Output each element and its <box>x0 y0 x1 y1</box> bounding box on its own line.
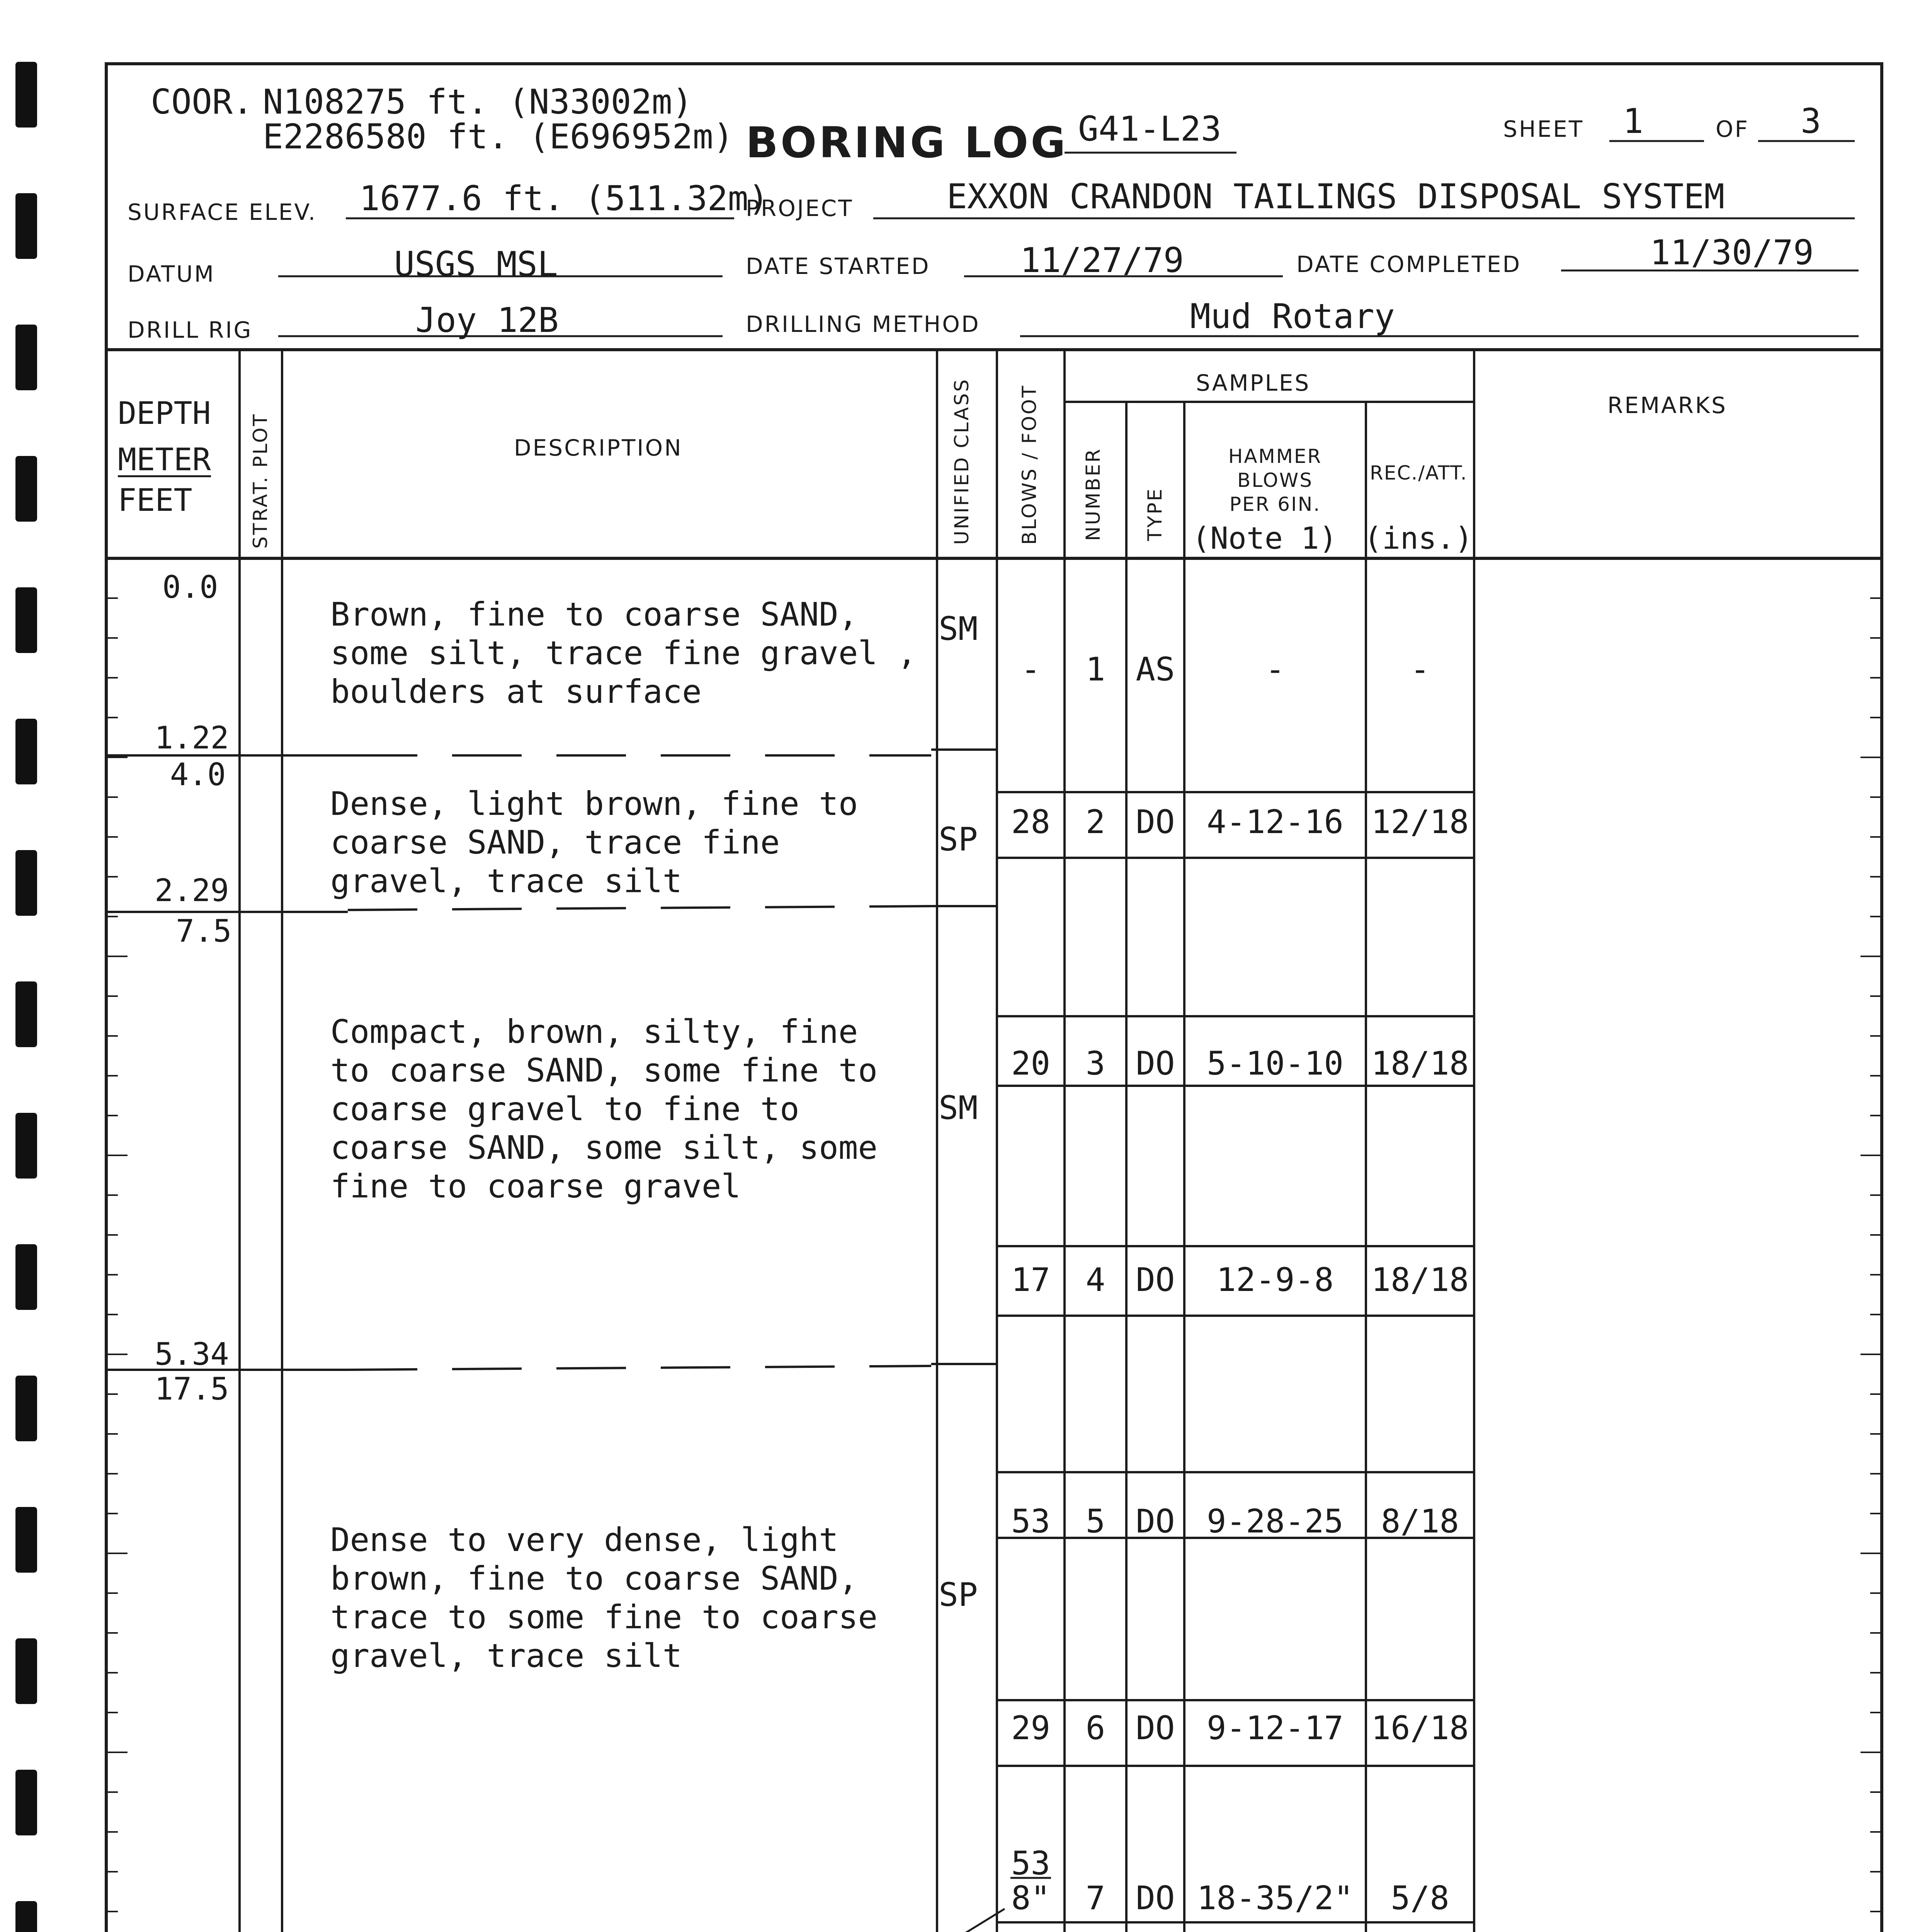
unified-class: SM <box>939 1089 978 1127</box>
recovery: 18/18 <box>1371 1261 1469 1299</box>
recovery: - <box>1410 650 1430 688</box>
surface-elev-value: 1677.6 ft. (511.32m) <box>359 179 769 218</box>
sample-type: DO <box>1136 803 1175 841</box>
form-title: BORING LOG <box>746 118 1068 167</box>
strat-plot-header: STRAT. PLOT <box>249 413 272 549</box>
drill-rig-label: DRILL RIG <box>128 317 253 343</box>
coor-north: N108275 ft. (N33002m) <box>263 82 693 122</box>
hammer-header-line: HAMMER <box>1228 445 1322 468</box>
sheet-label: SHEET <box>1503 116 1584 142</box>
depth-meter: 1.22 <box>155 720 229 756</box>
depth-meter: 2.29 <box>155 872 229 908</box>
blows-per-foot: 28 <box>1011 803 1051 841</box>
sample-type: AS <box>1136 650 1175 688</box>
surface-elev-label: SURFACE ELEV. <box>128 199 317 225</box>
sheet-number: 1 <box>1623 101 1643 141</box>
depth-header: DEPTH <box>118 395 211 431</box>
feet-header: FEET <box>118 482 192 518</box>
coor-label: COOR. <box>151 82 253 122</box>
type-header: TYPE <box>1144 487 1166 541</box>
hammer-blows-header <box>1184 444 1366 516</box>
number-header: NUMBER <box>1082 447 1104 541</box>
project-value: EXXON CRANDON TAILINGS DISPOSAL SYSTEM <box>947 177 1725 216</box>
hammer-note: (Note 1) <box>1192 521 1337 556</box>
hammer-blows: 12-9-8 <box>1216 1261 1334 1299</box>
sample-type: DO <box>1136 1879 1175 1917</box>
blows-per-foot: 53 <box>1011 1844 1051 1882</box>
depth-feet: 0.0 <box>162 569 218 605</box>
sample-type: DO <box>1136 1502 1175 1540</box>
sample-type: DO <box>1136 1709 1175 1747</box>
hammer-header-line: BLOWS <box>1237 469 1313 492</box>
recovery: 12/18 <box>1371 803 1469 841</box>
hammer-blows: 18-35/2" <box>1197 1879 1354 1917</box>
rec-unit: (ins.) <box>1364 521 1473 556</box>
hammer-blows: 4-12-16 <box>1206 803 1344 841</box>
blows-foot-header: BLOWS / FOOT <box>1018 384 1041 545</box>
stratum-description: Dense to very dense, light brown, fine to coarse SAND, trace to some fine to coarse gravel, trace silt <box>330 1521 878 1675</box>
sheet-total: 3 <box>1801 101 1821 141</box>
stratum-description: Dense, light brown, fine to coarse SAND, trace fine gravel, trace silt <box>330 785 858 900</box>
meter-header: METER <box>118 442 211 478</box>
recovery: 5/8 <box>1391 1879 1449 1917</box>
datum-value: USGS MSL <box>394 244 558 284</box>
sample-type: DO <box>1136 1044 1175 1082</box>
blows-per-foot: 29 <box>1011 1709 1051 1747</box>
hammer-blows: 9-28-25 <box>1206 1502 1344 1540</box>
sample-type: DO <box>1136 1261 1175 1299</box>
unified-class: SP <box>939 1576 978 1614</box>
hammer-blows: 5-10-10 <box>1206 1044 1344 1082</box>
blows-per-foot: 17 <box>1011 1261 1051 1299</box>
rec-att-header: REC./ATT. <box>1370 462 1468 484</box>
drill-rig-value: Joy 12B <box>415 300 559 340</box>
hammer-blows: - <box>1265 650 1285 688</box>
hammer-blows: 9-12-17 <box>1206 1709 1344 1747</box>
recovery: 16/18 <box>1371 1709 1469 1747</box>
blows-penetration: 8" <box>1011 1879 1051 1917</box>
hammer-header-line: PER 6IN. <box>1229 493 1321 515</box>
of-label: OF <box>1716 116 1750 142</box>
remarks-header: REMARKS <box>1607 392 1727 418</box>
datum-label: DATUM <box>128 261 215 287</box>
sample-number: 2 <box>1085 803 1105 841</box>
stratum-description: Compact, brown, silty, fine to coarse SAND, some fine to coarse gravel to fine to coarse SAND, some silt, some fine to coarse gravel <box>330 1013 878 1205</box>
sample-number: 6 <box>1085 1709 1105 1747</box>
date-completed-value: 11/30/79 <box>1650 233 1814 272</box>
project-label: PROJECT <box>746 195 854 221</box>
unified-class-header: UNIFIED CLASS <box>951 378 973 545</box>
samples-header: SAMPLES <box>1196 370 1311 396</box>
sample-number: 5 <box>1085 1502 1105 1540</box>
depth-feet: 7.5 <box>176 913 232 949</box>
date-started-label: DATE STARTED <box>746 253 930 279</box>
recovery: 18/18 <box>1371 1044 1469 1082</box>
unified-class: SP <box>939 820 978 858</box>
drilling-method-value: Mud Rotary <box>1190 296 1395 336</box>
depth-feet: 17.5 <box>155 1371 229 1407</box>
coor-east: E2286580 ft. (E696952m) <box>263 117 734 156</box>
date-completed-label: DATE COMPLETED <box>1296 251 1522 277</box>
unified-class: SM <box>939 610 978 648</box>
stratum-description: Brown, fine to coarse SAND, some silt, trace fine gravel , boulders at surface <box>330 595 917 711</box>
recovery: 8/18 <box>1381 1502 1459 1540</box>
depth-meter: 5.34 <box>155 1336 229 1372</box>
boring-log-id: G41-L23 <box>1078 109 1221 149</box>
blows-per-foot: - <box>1021 650 1041 688</box>
sample-number: 3 <box>1085 1044 1105 1082</box>
drilling-method-label: DRILLING METHOD <box>746 311 980 337</box>
sample-number: 7 <box>1085 1879 1105 1917</box>
date-started-value: 11/27/79 <box>1020 240 1184 280</box>
blows-per-foot: 20 <box>1011 1044 1051 1082</box>
sample-number: 1 <box>1085 650 1105 688</box>
sample-number: 4 <box>1085 1261 1105 1299</box>
description-header: DESCRIPTION <box>514 435 683 461</box>
blows-per-foot: 53 <box>1011 1502 1051 1540</box>
depth-feet: 4.0 <box>170 757 226 793</box>
